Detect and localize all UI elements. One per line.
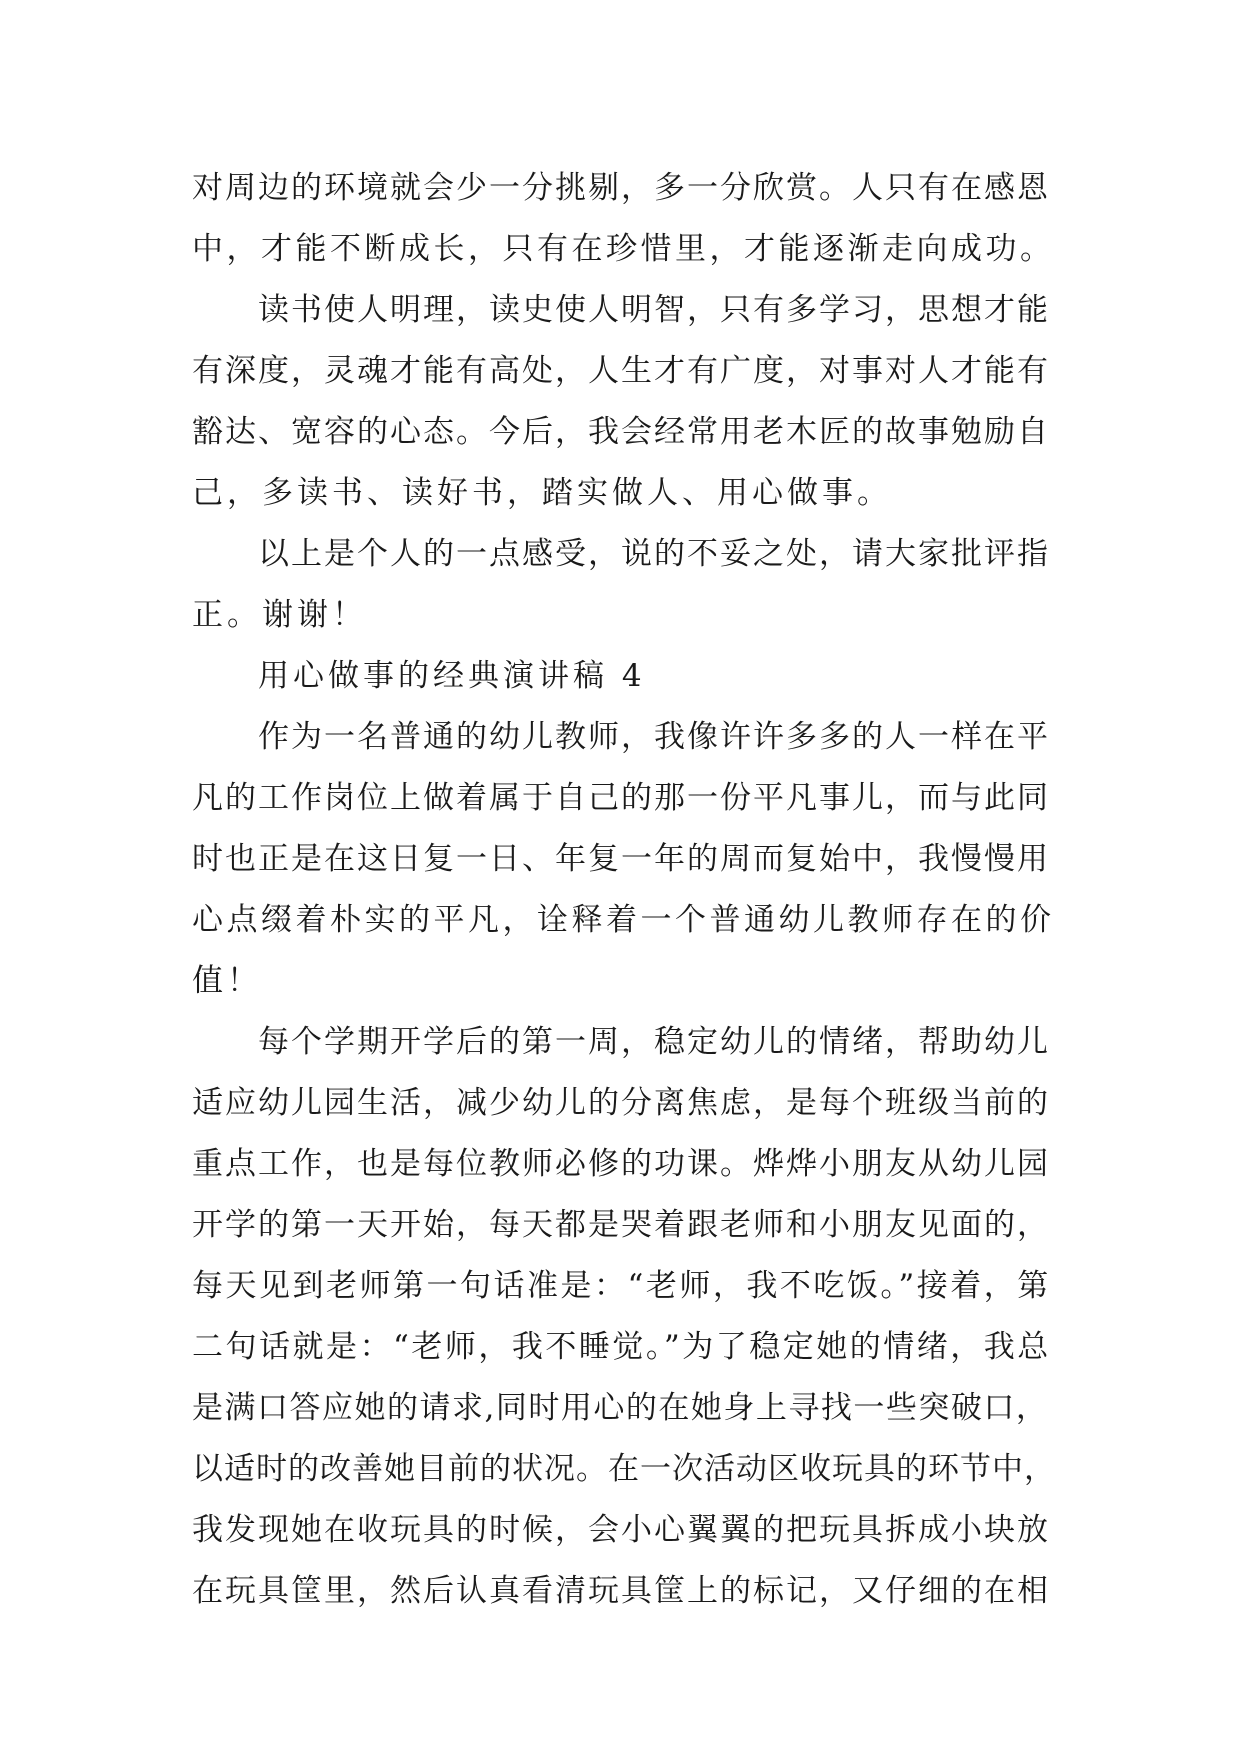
text-line: 作为一名普通的幼儿教师，我像许许多多的人一样在平 [258,719,1050,755]
text-line: 时也正是在这日复一日、年复一年的周而复始中，我慢慢用 [192,841,1050,877]
text-line: 凡的工作岗位上做着属于自己的那一份平凡事儿，而与此同 [192,780,1050,816]
text-line: 二句话就是：“老师，我不睡觉。”为了稳定她的情绪，我总 [192,1329,1051,1365]
text-line: 心点缀着朴实的平凡，诠释着一个普通幼儿教师存在的价 [192,902,1055,938]
body-text [192,158,1056,1622]
text-line: 在玩具筐里，然后认真看清玩具筐上的标记，又仔细的在相 [192,1573,1050,1609]
text-line: 适应幼儿园生活，减少幼儿的分离焦虑，是每个班级当前的 [192,1085,1050,1121]
text-line: 读书使人明理，读史使人明智，只有多学习，思想才能 [258,292,1050,328]
text-line: 己，多读书、读好书，踏实做人、用心做事。 [192,475,892,511]
text-line: 重点工作，也是每位教师必修的功课。烨烨小朋友从幼儿园 [192,1146,1050,1182]
text-line: 每天见到老师第一句话准是：“老师，我不吃饭。”接着，第 [192,1268,1051,1304]
text-line: 开学的第一天开始，每天都是哭着跟老师和小朋友见面的， [192,1207,1050,1243]
text-line: 用心做事的经典演讲稿 4 [258,658,646,694]
text-line: 有深度，灵魂才能有高处，人生才有广度，对事对人才能有 [192,353,1050,389]
text-line: 中，才能不断成长，只有在珍惜里，才能逐渐走向成功。 [192,231,1055,267]
text-line: 值！ [192,963,262,999]
text-line: 对周边的环境就会少一分挑剔，多一分欣赏。人只有在感恩 [192,170,1050,206]
text-line: 以适时的改善她目前的状况。在一次活动区收玩具的环节中， [192,1451,1056,1487]
text-line: 我发现她在收玩具的时候，会小心翼翼的把玩具拆成小块放 [192,1512,1050,1548]
text-line: 正。谢谢！ [192,597,367,633]
text-line: 以上是个人的一点感受，说的不妥之处，请大家批评指 [258,536,1050,572]
text-line: 每个学期开学后的第一周，稳定幼儿的情绪，帮助幼儿 [258,1024,1050,1060]
text-line: 是满口答应她的请求,同时用心的在她身上寻找一些突破口， [192,1390,1049,1426]
text-line: 豁达、宽容的心态。今后，我会经常用老木匠的故事勉励自 [192,414,1050,450]
